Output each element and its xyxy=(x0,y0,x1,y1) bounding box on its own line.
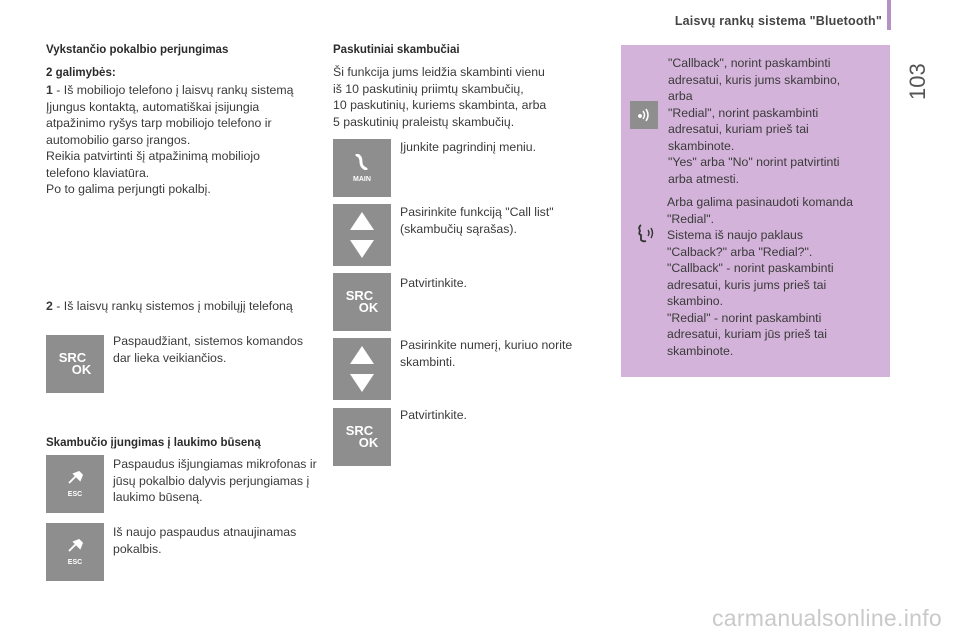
phone-handset-icon xyxy=(354,154,370,170)
option-1-text: 1 - Iš mobiliojo telefono į laisvų rankų sistemą Įjungus kontaktą, automatiškai įsijungia atpažinimo ryšys tarp mobiliojo telefono ir automobilio garso įrangos. Reikia patvirtinti šį atpažinimą mobiliojo telefono klaviatūra. Po to galima perjungti pokalbį. xyxy=(46,83,294,196)
voice-waves-icon xyxy=(636,107,652,123)
step-4-text: Pasirinkite numerį, kuriuo norite skambinti. xyxy=(400,338,573,369)
src-ok-description: Paspaudžiant, sistemos komandos dar lieka veikiančios. xyxy=(113,334,304,365)
redial-commands-text: Arba galima pasinaudoti komanda "Redial". Sistema iš naujo paklaus "Calback?" arba "Redial?". "Callback" - norint paskambinti adresatui, kuris jums prieš tai skambino. "Redial" - norint paskambinti adresatui, kuriam jūs prieš tai skambinote. xyxy=(667,195,853,358)
arrow-up-icon xyxy=(350,212,374,230)
recent-calls-intro: Ši funkcija jums leidžia skambinti vienu iš 10 paskutinių priimtų skambučių, 10 paskutinių, kuriems skambinta, arba 5 paskutinių praleistų skambučių. xyxy=(333,65,547,129)
main-menu-button[interactable]: MAIN xyxy=(333,139,391,197)
src-ok-confirm-button-2[interactable]: SRC OK xyxy=(333,408,391,466)
esc-unmute-button[interactable]: ESC xyxy=(46,523,104,581)
speaking-head-icon xyxy=(635,223,657,245)
page-number: 103 xyxy=(905,63,930,100)
esc-mute-button[interactable]: ESC xyxy=(46,455,104,513)
section-heading-recent-calls: Paskutiniai skambučiai xyxy=(333,44,460,56)
step-3-text: Patvirtinkite. xyxy=(400,276,467,290)
section-heading-transfer: Vykstančio pokalbio perjungimas xyxy=(46,44,229,56)
arrow-down-icon xyxy=(350,240,374,258)
voice-command-info-box xyxy=(621,45,890,377)
step-5-text: Patvirtinkite. xyxy=(400,408,467,422)
src-ok-button[interactable]: SRC OK xyxy=(46,335,104,393)
watermark: carmanualsonline.info xyxy=(711,605,942,631)
page-header-title: Laisvų rankų sistema "Bluetooth" xyxy=(674,14,882,28)
voice-commands-text: "Callback", norint paskambinti adresatui, kuris jums skambino, arba "Redial", norint paskambinti adresatui, kuriam prieš tai skambinote. "Yes" arba "No" norint patvirtinti arba atmesti. xyxy=(668,56,841,186)
src-ok-confirm-button[interactable]: SRC OK xyxy=(333,273,391,331)
step-2-text: Pasirinkite funkciją "Call list" (skambučių sąrašas). xyxy=(400,205,554,236)
mute-description-2: Iš naujo paspaudus atnaujinamas pokalbis. xyxy=(113,525,297,556)
option-2-text: 2 - Iš laisvų rankų sistemos į mobilųjį telefoną xyxy=(46,299,293,313)
mute-icon xyxy=(67,471,83,485)
header-accent-bar xyxy=(887,0,891,30)
up-down-arrows-button-2[interactable] xyxy=(333,338,391,400)
up-down-arrows-button[interactable] xyxy=(333,204,391,266)
options-label: 2 galimybės: xyxy=(46,67,116,79)
mute-description-1: Paspaudus išjungiamas mikrofonas ir jūsų pokalbio dalyvis perjungiamas į laukimo būseną. xyxy=(113,457,317,504)
mute-icon xyxy=(67,539,83,553)
section-heading-mute: Skambučio įjungimas į laukimo būseną xyxy=(46,437,261,449)
step-1-text: Įjunkite pagrindinį meniu. xyxy=(400,140,537,154)
arrow-down-icon xyxy=(350,374,374,392)
voice-button[interactable] xyxy=(630,101,658,129)
arrow-up-icon xyxy=(350,346,374,364)
